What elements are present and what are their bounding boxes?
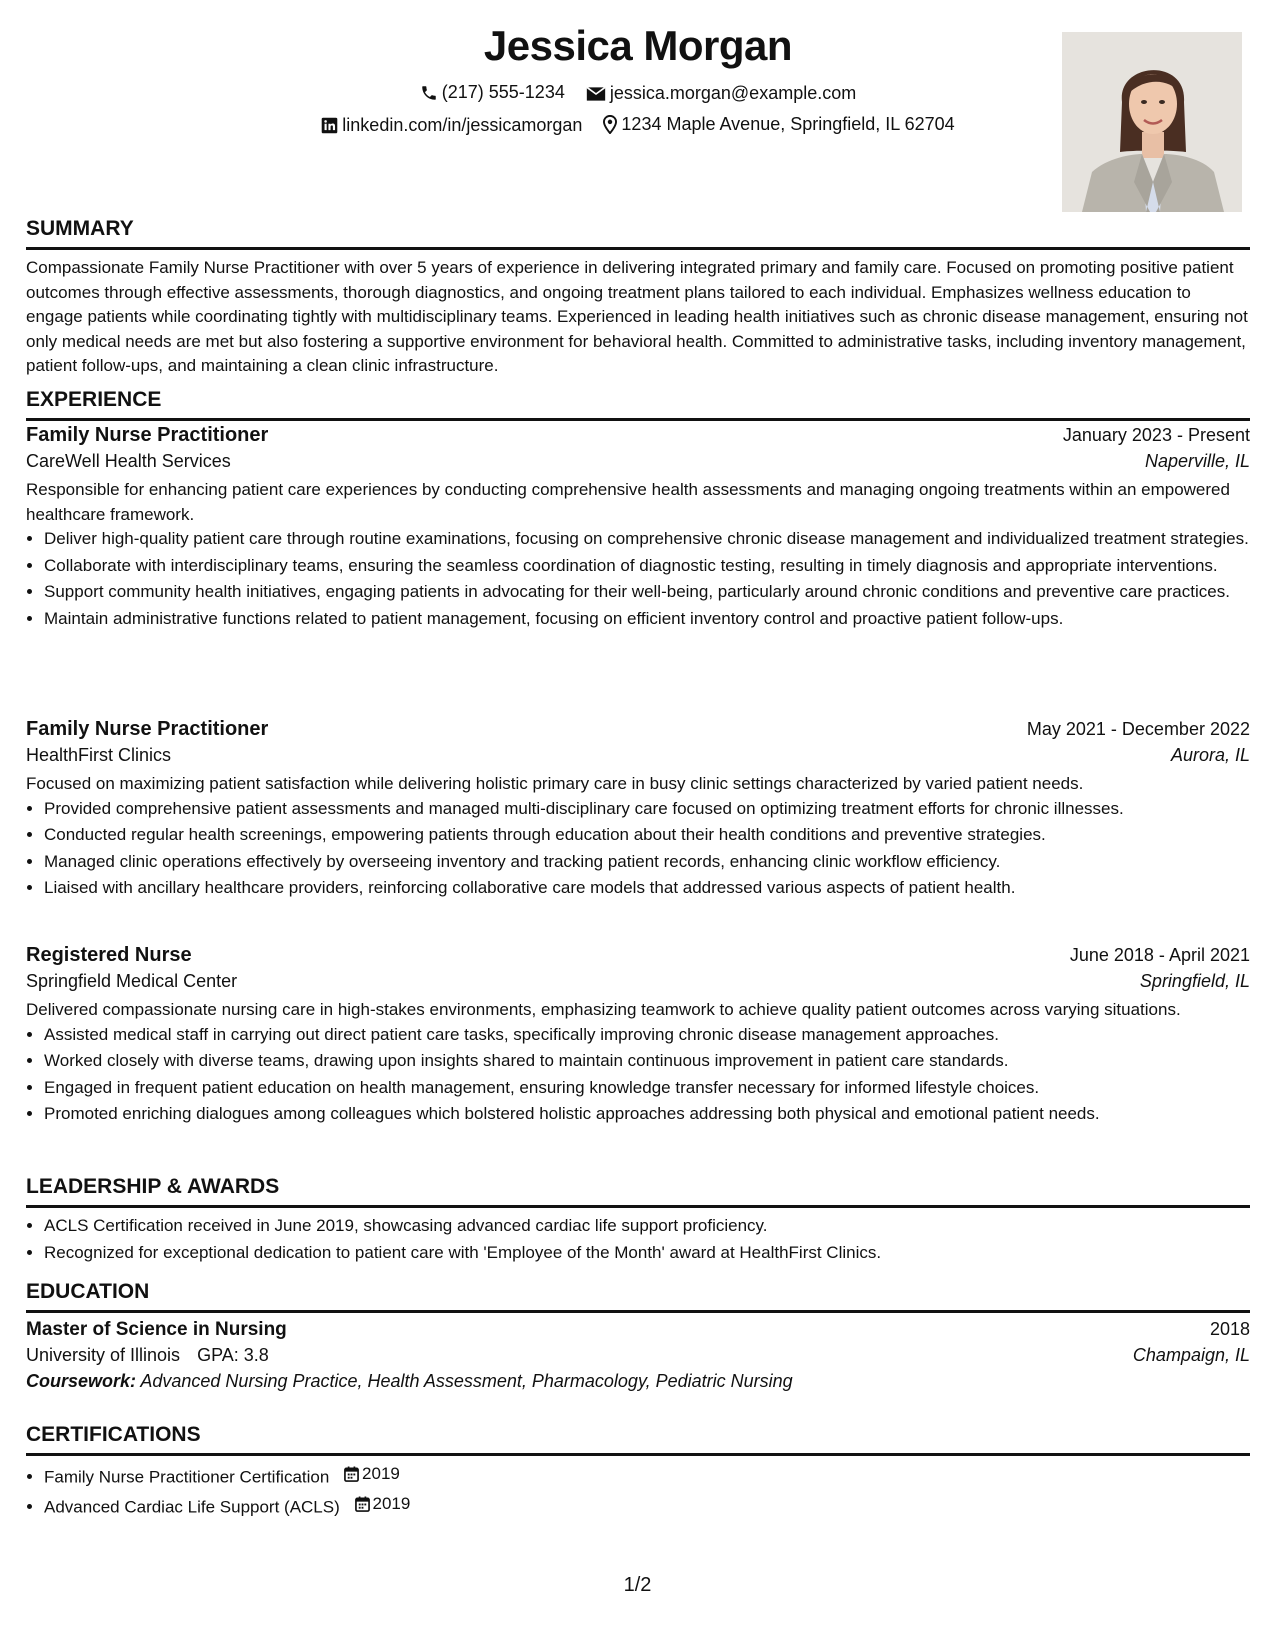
map-pin-icon (603, 115, 617, 134)
list-item: • Engaged in frequent patient education on health management, ensuring knowledge transfer necessary for informed lifestyle choices. (44, 1076, 1250, 1101)
address-contact (603, 114, 954, 135)
resume-page (26, 0, 1250, 1650)
education-heading: EDUCATION (26, 1280, 150, 1303)
linkedin-contact[interactable] (321, 115, 582, 136)
certifications-heading: CERTIFICATIONS (26, 1423, 201, 1446)
job-title: Family Nurse Practitioner (26, 718, 269, 740)
job-bullets (26, 1023, 1250, 1127)
certification-name: Family Nurse Practitioner Certification (44, 1467, 330, 1487)
section-divider (26, 418, 1250, 421)
address-text: 1234 Maple Avenue, Springfield, IL 62704 (621, 114, 955, 134)
list-item: • Recognized for exceptional dedication to patient care with 'Employee of the Month' award at HealthFirst Clinics. (44, 1241, 1250, 1266)
job-dates: May 2021 - December 2022 (1026, 719, 1250, 739)
job-entry (26, 718, 1250, 903)
list-item: • Liaised with ancillary healthcare providers, reinforcing collaborative care models that addressed various aspects of patient health. (44, 876, 1250, 901)
phone-text: (217) 555-1234 (441, 82, 565, 102)
page-number: 1/2 (623, 1574, 652, 1596)
job-title: Family Nurse Practitioner (26, 424, 269, 446)
job-header (26, 424, 1250, 447)
job-org-row (26, 745, 1250, 766)
degree-title: Master of Science in Nursing (26, 1319, 287, 1340)
coursework-row (26, 1371, 1250, 1392)
list-item: • Promoted enriching dialogues among colleagues which bolstered holistic approaches addressing both physical and emotional patient needs. (44, 1102, 1250, 1127)
leadership-heading: LEADERSHIP & AWARDS (26, 1175, 280, 1198)
graduation-year: 2018 (1209, 1319, 1250, 1339)
certification-date (344, 1462, 400, 1487)
job-bullets (26, 527, 1250, 631)
job-entry (26, 944, 1250, 1129)
certification-list (26, 1462, 1250, 1520)
summary-heading: SUMMARY (26, 217, 134, 240)
email-text[interactable]: jessica.morgan@example.com (609, 83, 857, 103)
list-item: • Provided comprehensive patient assessments and managed multi-disciplinary care focused on optimizing treatment efforts for chronic illnesses. (44, 797, 1250, 822)
job-description: Focused on maximizing patient satisfaction while delivering holistic primary care in busy clinic settings characterized by varied patient needs. (26, 774, 1084, 793)
job-location: Naperville, IL (1144, 451, 1250, 471)
job-bullets (26, 797, 1250, 901)
section-divider (26, 1453, 1250, 1456)
school-location: Champaign, IL (1132, 1345, 1250, 1365)
education-header (26, 1319, 1250, 1341)
email-contact[interactable] (586, 83, 856, 104)
calendar-icon (344, 1466, 359, 1482)
list-item (44, 1492, 1250, 1520)
section-divider (26, 1310, 1250, 1313)
job-description: Responsible for enhancing patient care experiences by conducting comprehensive health assessments and managing ongoing treatments within an empowered healthcare framework. (26, 480, 1230, 524)
phone-contact (420, 82, 565, 103)
leadership-bullets (26, 1214, 1250, 1265)
calendar-icon (355, 1496, 370, 1512)
education-section (26, 1279, 1250, 1392)
job-header (26, 944, 1250, 967)
list-item: • Maintain administrative functions related to patient management, focusing on efficient inventory control and proactive patient follow-ups. (44, 607, 1250, 632)
list-item: • Conducted regular health screenings, empowering patients through education about their health conditions and preventive strategies. (44, 823, 1250, 848)
resume-header (26, 22, 1250, 222)
job-description: Delivered compassionate nursing care in high-stakes environments, emphasizing teamwork to achieve quality patient outcomes across varying situations. (26, 1000, 1181, 1019)
profile-photo-image (1062, 32, 1242, 212)
coursework-label: Coursework: (26, 1371, 137, 1391)
experience-section (26, 387, 1250, 421)
list-item: • Deliver high-quality patient care through routine examinations, focusing on comprehensive chronic disease management and individualized treatment strategies. (44, 527, 1250, 552)
school-info (26, 1345, 269, 1366)
job-org-row (26, 451, 1250, 472)
list-item: • Support community health initiatives, engaging patients in advocating for their well-being, particularly around chronic conditions and preventive care practices. (44, 580, 1250, 605)
certification-year: 2019 (362, 1464, 400, 1483)
coursework-text: Advanced Nursing Practice, Health Assessment, Pharmacology, Pediatric Nursing (140, 1371, 793, 1391)
certification-date (355, 1492, 411, 1517)
list-item: • Managed clinic operations effectively by overseeing inventory and tracking patient records, enhancing clinic workflow efficiency. (44, 850, 1250, 875)
profile-photo (1062, 32, 1242, 212)
education-school-row (26, 1345, 1250, 1366)
list-item (44, 1462, 1250, 1490)
certification-name: Advanced Cardiac Life Support (ACLS) (44, 1497, 340, 1516)
certification-year: 2019 (372, 1493, 411, 1513)
job-dates: June 2018 - April 2021 (1069, 945, 1250, 965)
linkedin-text[interactable]: linkedin.com/in/jessicamorgan (342, 115, 583, 135)
job-org: CareWell Health Services (26, 451, 231, 471)
section-divider (26, 1205, 1250, 1208)
section-divider (26, 247, 1250, 250)
list-item: • ACLS Certification received in June 2019, showcasing advanced cardiac life support proficiency. (44, 1214, 1250, 1239)
certifications-section (26, 1422, 1250, 1522)
job-dates: January 2023 - Present (1062, 425, 1250, 445)
job-org: HealthFirst Clinics (26, 745, 172, 765)
job-header (26, 718, 1250, 741)
summary-text: Compassionate Family Nurse Practitioner with over 5 years of experience in delivering integrated primary and family care. Focused on promoting positive patient outcomes through effective assessments, thorough diagnostics, and ongoing treatment plans tailored to each individual. Emphasizes wellness education to engage patients while coordinating tightly with multidisciplinary teams. Experienced in leading health initiatives such as chronic disease management, ensuring not only medical needs are met but also fostering a supportive environment for behavioral health. Committed to administrative tasks, including inventory management, patient follow-ups, and maintaining a clean clinic infrastructure. (26, 258, 1248, 375)
job-entry (26, 424, 1250, 633)
school-name: University of Illinois (26, 1345, 181, 1365)
job-title: Registered Nurse (26, 944, 192, 966)
job-location: Aurora, IL (1170, 745, 1250, 765)
list-item: • Worked closely with diverse teams, drawing upon insights shared to maintain continuous improvement in patient care standards. (44, 1049, 1250, 1074)
envelope-icon (586, 86, 606, 102)
list-item: • Assisted medical staff in carrying out direct patient care tasks, specifically improving chronic disease management approaches. (44, 1023, 1250, 1048)
job-org-row (26, 971, 1250, 992)
job-location: Springfield, IL (1139, 971, 1250, 991)
list-item: • Collaborate with interdisciplinary teams, ensuring the seamless coordination of diagnostic testing, resulting in timely diagnosis and appropriate interventions. (44, 554, 1250, 579)
candidate-name: Jessica Morgan (483, 22, 793, 69)
phone-icon (420, 84, 438, 102)
summary-section (26, 216, 1250, 379)
job-org: Springfield Medical Center (26, 971, 238, 991)
experience-heading: EXPERIENCE (26, 388, 162, 411)
leadership-section (26, 1174, 1250, 1267)
gpa: GPA: 3.8 (197, 1345, 269, 1365)
linkedin-icon (321, 117, 338, 134)
